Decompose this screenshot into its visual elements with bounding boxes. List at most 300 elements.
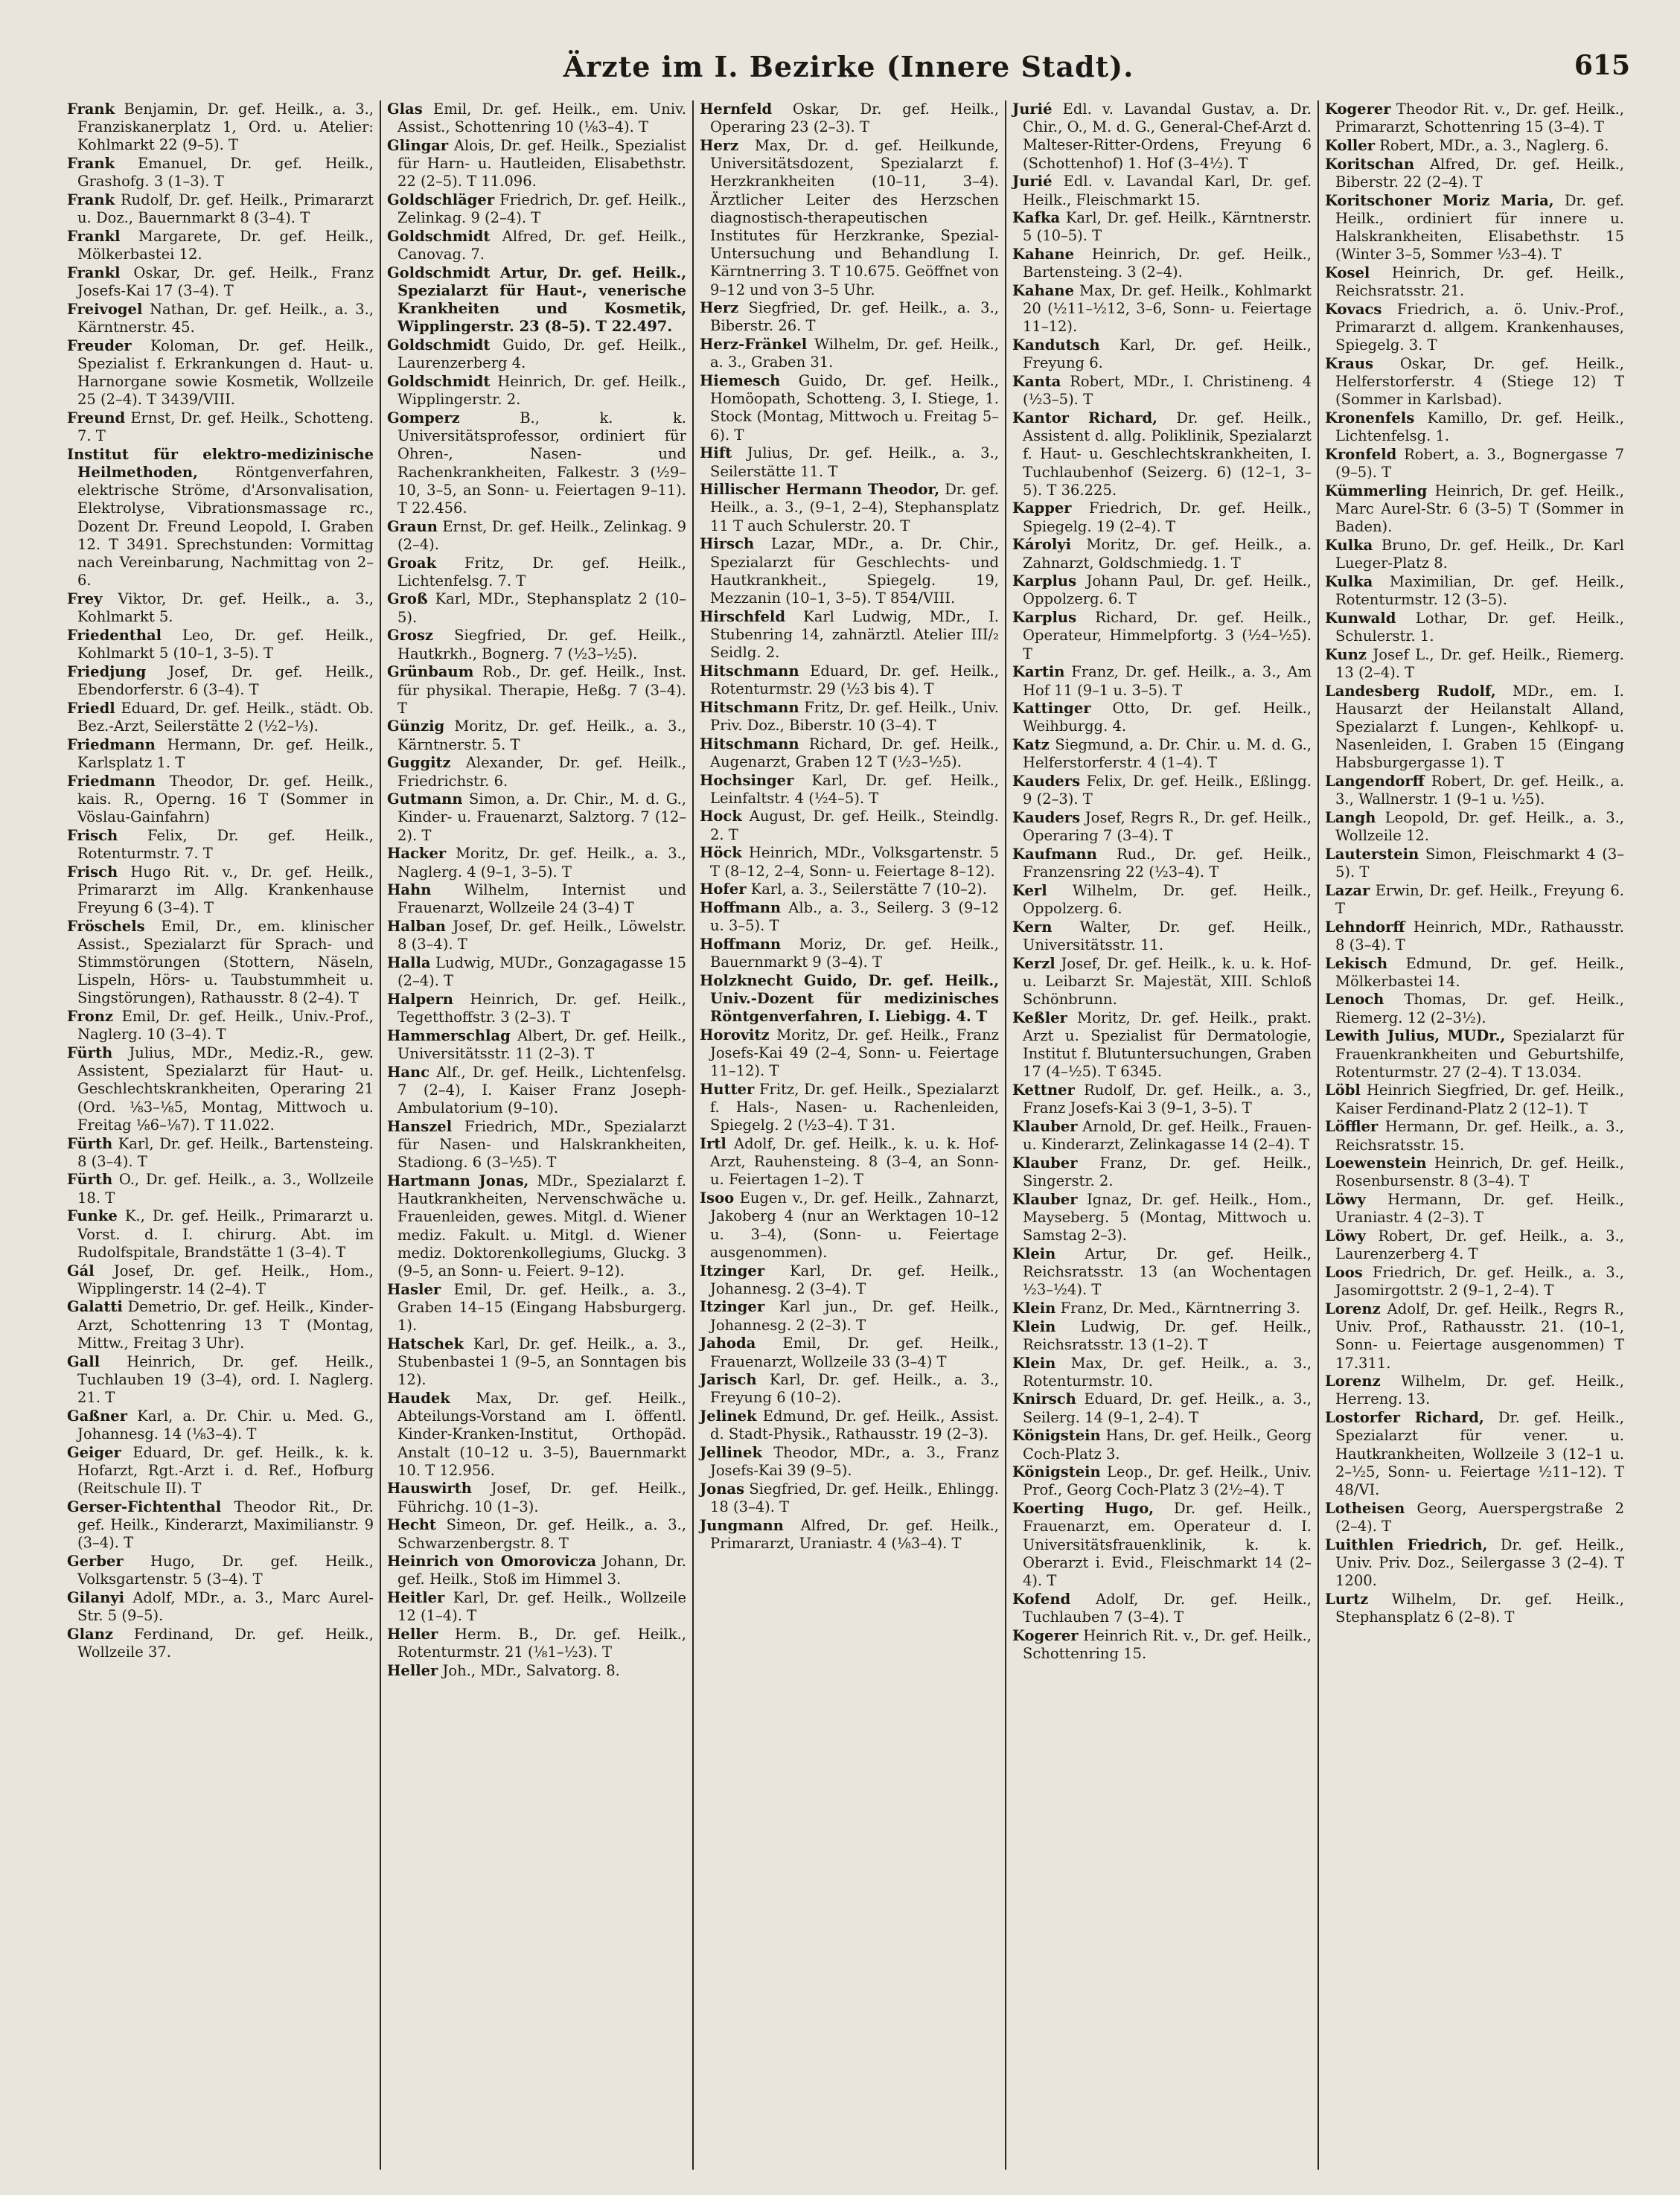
entry-details: Rudolf, Dr. gef. Heilk., a. 3., Franz Josefs-Kai 3 (9–1, 3–5). T [1023, 1081, 1312, 1117]
entry-name: Kraus [1325, 354, 1374, 372]
entry-details: Eugen v., Dr. gef. Heilk., Zahnarzt, Jakoberg 4 (nur an Werktagen 10–12 u. 3–4), (Sonn- u. Feiertage ausgenommen). [710, 1189, 999, 1261]
entry-details: Alois, Dr. gef. Heilk., Spezialist für Harn- u. Hautleiden, Elisabethstr. 22 (2–5). T 11.096. [397, 136, 686, 191]
entry-name: Frank [67, 100, 115, 118]
entry-name: Klauber [1012, 1154, 1078, 1172]
entry-details: MDr., em. I. Hausarzt der Heilanstalt Alland, Spezialarzt f. Lungen-, Kehlkopf- u. Nasenleiden, I. Graben 15 (Eingang Habsburgergasse 1). T [1335, 682, 1624, 772]
entry-details: Josef, Dr. gef. Heilk., k. u. k. Hof- u. Leibarzt Sr. Majestät, XIII. Schloß Schönbrunn. [1023, 954, 1312, 1008]
entry-name: Hirsch [700, 535, 755, 553]
entry-name: Heitler [387, 1589, 445, 1607]
directory-entry [387, 555, 686, 590]
entry-name: Heller [387, 1626, 438, 1643]
directory-entry [1325, 1409, 1624, 1499]
directory-entry [67, 1444, 374, 1498]
directory-entry [1325, 409, 1624, 445]
entry-name: Gerser-Fichtenthal [67, 1498, 222, 1515]
entry-details: Eduard, Dr. gef. Heilk., Rotenturmstr. 29 (½3 bis 4). T [710, 662, 999, 697]
entry-details: Alf., Dr. gef. Heilk., Lichtenfelsg. 7 (2–4), I. Kaiser Franz Joseph-Ambulatorium (9–10). [397, 1063, 686, 1117]
entry-name: Friedl [67, 699, 115, 717]
entry-details: Hugo Rit. v., Dr. gef. Heilk., Primararzt im Allg. Krankenhause Freyung 6 (3–4). T [77, 863, 374, 916]
entry-details: Karl, Dr. gef. Heilk., Freyung 6. [1023, 336, 1312, 372]
entry-details: Heinrich, MDr., Volksgartenstr. 5 T (8–12, 2–4, Sonn- u. Feiertage 8–12). [710, 844, 1000, 880]
entry-details: Karl, Dr. gef. Heilk., Johannesg. 2 (3–4). T [710, 1262, 999, 1297]
entry-details: Joh., MDr., Salvatorg. 8. [442, 1661, 620, 1679]
directory-entry [1012, 809, 1312, 845]
entry-details: Heinrich, Dr. gef. Heilk., Tuchlauben 19 (3–4), ord. I. Naglerg. 21. T [77, 1352, 374, 1406]
directory-entry [700, 936, 999, 971]
directory-entry [700, 137, 999, 299]
entry-name: Goldschmidt Artur, Dr. gef. Heilk., Spezialarzt für Haut-, venerische Krankheiten und Kosmetik, Wipplingerstr. 23 (8–5). T 22.497. [387, 263, 686, 336]
entry-name: Gerber [67, 1552, 124, 1570]
directory-entry [67, 1207, 374, 1262]
entry-name: Halla [387, 954, 431, 972]
entry-details: Alb., a. 3., Seilerg. 3 (9–12 u. 3–5). T [710, 898, 999, 935]
directory-entry [1012, 1191, 1312, 1245]
entry-name: Frisch [67, 863, 118, 881]
entry-details: Koloman, Dr. gef. Heilk., Spezialist f. Erkrankungen d. Haut- u. Harnorgane sowie Kosmetik, Wollzeile 25 (2–4). T 3439/VIII. [77, 336, 374, 409]
directory-entry [1325, 646, 1624, 682]
entry-name: Hitschmann [700, 698, 799, 716]
entry-details: Edmund, Dr. gef. Heilk., Mölkerbastei 14. [1335, 954, 1624, 990]
directory-entry [387, 137, 686, 191]
entry-details: Lothar, Dr. gef. Heilk., Schulerstr. 1. [1335, 609, 1625, 645]
entry-details: O., Dr. gef. Heilk., a. 3., Wollzeile 18. T [77, 1171, 374, 1207]
directory-entry [1012, 572, 1312, 608]
entry-details: Oskar, Dr. gef. Heilk., Helferstorferstr. 4 (Stiege 12) T (Sommer in Karlsbad). [1335, 354, 1624, 409]
directory-entry [1012, 409, 1312, 499]
entry-name: Gaßner [67, 1407, 127, 1425]
entry-details: Kamillo, Dr. gef. Heilk., Lichtenfelsg. 1. [1335, 409, 1624, 445]
directory-entry [387, 954, 686, 990]
entry-details: Moritz, Dr. gef. Heilk., prakt. Arzt u. Spezialist für Dermatologie, Institut f. Blutuntersuchungen, Graben 17 (4–½5). T 6345. [1023, 1009, 1312, 1081]
entry-details: Siegmund, a. Dr. Chir. u. M. d. G., Helferstorferstr. 4 (1–4). T [1023, 736, 1312, 772]
entry-name: Frey [67, 590, 103, 607]
directory-entry [67, 446, 374, 590]
entry-details: Spezialarzt für Frauenkrankheiten und Geburtshilfe, Rotenturmstr. 27 (2–4). T 13.034. [1335, 1027, 1624, 1081]
entry-details: Friedrich, a. ö. Univ.-Prof., Primararzt d. allgem. Krankenhauses, Spiegelg. 3. T [1335, 300, 1624, 354]
directory-entry [1325, 301, 1624, 355]
directory-entry [1012, 1300, 1312, 1317]
entry-name: Langh [1325, 808, 1376, 826]
directory-entry [67, 1298, 374, 1352]
entry-name: Hutter [700, 1080, 755, 1098]
entry-name: Friedmann [67, 735, 156, 753]
directory-entry [1012, 609, 1312, 663]
directory-entry [387, 627, 686, 662]
directory-entry [1325, 1191, 1624, 1227]
directory-entry [700, 772, 999, 808]
entry-details: Karl, Dr. gef. Heilk., a. 3., Stubenbastei 1 (9–5, an Sonntagen bis 12). [397, 1335, 686, 1389]
directory-entry [67, 155, 374, 191]
directory-entry [1325, 192, 1624, 264]
entry-details: Friedrich, Dr. gef. Heilk., Zelinkag. 9 (2–4). T [397, 191, 686, 227]
entry-details: Ignaz, Dr. gef. Heilk., Hom., Mayseberg. 5 (Montag, Mittwoch u. Samstag 2–3). [1023, 1190, 1312, 1245]
directory-entry [1012, 209, 1312, 245]
entry-name: Lorenz [1325, 1300, 1381, 1317]
entry-details: Simon, Fleischmarkt 4 (3–5). T [1335, 845, 1624, 881]
entry-details: Siegfried, Dr. gef. Heilk., Ehlingg. 18 (3–4). T [710, 1480, 999, 1516]
entry-name: Jurié [1012, 173, 1053, 191]
directory-entry [1325, 1264, 1624, 1300]
entry-details: Heinrich, Dr. gef. Heilk., Rosenbursenstr. 8 (3–4). T [1335, 1154, 1624, 1190]
entry-name: Frank [67, 191, 115, 209]
entry-details: Fritz, Dr. gef. Heilk., Univ. Priv. Doz., Biberstr. 10 (3–4). T [710, 698, 999, 734]
entry-details: Ludwig, MUDr., Gonzagagasse 15 (2–4). T [397, 954, 686, 990]
entry-details: Wilhelm, Dr. gef. Heilk., Oppolzerg. 6. [1023, 881, 1312, 917]
entry-name: Hasler [387, 1280, 441, 1298]
entry-details: Franz, Dr. gef. Heilk., Singerstr. 2. [1023, 1154, 1312, 1189]
directory-entry [1325, 100, 1624, 136]
entry-details: Ludwig, Dr. gef. Heilk., Reichsratsstr. 13 (1–2). T [1023, 1317, 1312, 1353]
entry-name: Kauders [1012, 773, 1081, 790]
directory-entry [700, 1081, 999, 1135]
entry-details: Hermann, Dr. gef. Heilk., Karlsplatz 1. T [77, 735, 374, 771]
directory-entry [700, 1262, 999, 1298]
entry-name: Horovitz [700, 1026, 770, 1044]
directory-entry [1012, 1355, 1312, 1390]
entry-details: Theodor Rit. v., Dr. gef. Heilk., Primararzt, Schottenring 15 (3–4). T [1335, 100, 1624, 136]
directory-entry [1325, 355, 1624, 409]
directory-entry [67, 100, 374, 155]
entry-name: Glas [387, 100, 423, 118]
entry-name: Löwy [1325, 1191, 1366, 1209]
entry-name: Klein [1012, 1317, 1056, 1335]
directory-entry [387, 1626, 686, 1661]
entry-name: Jarisch [700, 1371, 757, 1389]
directory-entry [1325, 156, 1624, 191]
entry-name: Glingar [387, 136, 449, 154]
entry-details: Theodor, MDr., a. 3., Franz Josefs-Kai 39 (9–5). [710, 1444, 999, 1480]
directory-entry [700, 608, 999, 662]
directory-entry [1012, 1118, 1312, 1154]
entry-details: Eduard, Dr. gef. Heilk., k. k. Hofarzt, Rgt.-Arzt i. d. Ref., Hofburg (Reitschule II). T [77, 1443, 374, 1497]
directory-entry [700, 535, 999, 607]
directory-entry [1325, 610, 1624, 645]
directory-entry [67, 1408, 374, 1443]
entry-details: Friedrich, Dr. gef. Heilk., a. 3., Jasomirgottstr. 2 (9–1, 2–4). T [1335, 1264, 1624, 1300]
directory-entry [1325, 446, 1624, 482]
entry-details: Margarete, Dr. gef. Heilk., Mölkerbastei 12. [77, 227, 374, 263]
entry-name: Heinrich von Omorovicza [387, 1553, 596, 1571]
page-header [67, 41, 1630, 100]
directory-entry [1325, 573, 1624, 609]
entry-name: Hitschmann [700, 735, 799, 753]
entry-name: Hitschmann [700, 662, 799, 680]
entry-details: August, Dr. gef. Heilk., Steindlg. 2. T [710, 808, 999, 843]
entry-name: Löwy [1325, 1227, 1366, 1245]
entry-details: Josef, Dr. gef. Heilk., Führichg. 10 (1–3). [397, 1480, 686, 1515]
entry-name: Funke [67, 1207, 118, 1225]
entry-details: Rob., Dr. gef. Heilk., Inst. für physikal. Therapie, Heßg. 7 (3–4). T [397, 663, 686, 717]
entry-details: Robert, a. 3., Bognergasse 7 (9–5). T [1335, 445, 1624, 482]
entry-details: Arnold, Dr. gef. Heilk., Frauen- u. Kinderarzt, Zelinkagasse 14 (2–4). T [1023, 1117, 1312, 1154]
entry-name: Kogerer [1325, 100, 1391, 118]
entry-details: Adolf, Dr. gef. Heilk., Regrs R., Univ. Prof., Rathausstr. 21. (10–1, Sonn- u. Feiertage ausgenommen) T 17.311. [1335, 1300, 1624, 1372]
entry-details: Wilhelm, Dr. gef. Heilk., a. 3., Graben 31. [710, 336, 999, 371]
entry-name: Institut für elektro-medizinische Heilmethoden, [67, 445, 374, 482]
entry-details: Heinrich, MDr., Rathausstr. 8 (3–4). T [1335, 918, 1625, 953]
entry-details: Ernst, Dr. gef. Heilk., Schotteng. 7. T [77, 409, 374, 445]
entry-details: Bruno, Dr. gef. Heilk., Dr. Karl Lueger-Platz 8. [1335, 536, 1624, 572]
entry-details: Siegfried, Dr. gef. Heilk., Hautkrkh., Bognerg. 7 (½3–½5). [397, 627, 687, 662]
entry-details: Georg, Auerspergstraße 2 (2–4). T [1335, 1499, 1625, 1535]
entry-name: Gilanyi [67, 1588, 125, 1606]
directory-entry [1325, 1536, 1624, 1591]
entry-name: Grünbaum [387, 663, 474, 681]
entry-name: Gál [67, 1262, 95, 1279]
directory-entry [67, 191, 374, 227]
directory-entry [67, 1589, 374, 1625]
entry-name: Halban [387, 918, 446, 936]
entry-name: Itzinger [700, 1262, 765, 1279]
entry-name: Kaufmann [1012, 845, 1097, 863]
entry-name: Frank [67, 155, 115, 173]
directory-entry [700, 1517, 999, 1553]
entry-details: Hermann, Dr. gef. Heilk., Uraniastr. 4 (2–3). T [1335, 1191, 1624, 1227]
entry-details: Maximilian, Dr. gef. Heilk., Rotenturmstr. 12 (3–5). [1335, 572, 1624, 608]
entry-name: Kapper [1012, 499, 1072, 517]
entry-name: Gall [67, 1352, 100, 1370]
entry-name: Irtl [700, 1135, 726, 1153]
entry-details: Franz, Dr. Med., Kärntnerring 3. [1060, 1299, 1300, 1317]
directory-entry [1012, 282, 1312, 336]
directory-entry [67, 590, 374, 626]
directory-entry [387, 718, 686, 753]
directory-entry [700, 1408, 999, 1443]
directory-entry [1325, 991, 1624, 1026]
entry-name: Fürth [67, 1171, 113, 1189]
entry-details: Robert, MDr., I. Christineng. 4 (½3–5). T [1023, 373, 1312, 409]
entry-name: Kulka [1325, 572, 1373, 590]
directory-entry [700, 481, 999, 535]
entry-details: Emanuel, Dr. gef. Heilk., Grashofg. 3 (1–3). T [77, 155, 374, 191]
entry-name: Löffler [1325, 1118, 1379, 1136]
entry-details: Robert, Dr. gef. Heilk., a. 3., Wallnerstr. 1 (9–1 u. ½5). [1335, 773, 1625, 808]
entry-name: Klein [1012, 1299, 1056, 1317]
entry-name: Klein [1012, 1245, 1056, 1262]
directory-entry [1325, 846, 1624, 881]
directory-entry [1012, 1009, 1312, 1081]
entry-name: Goldschläger [387, 191, 495, 209]
entry-details: Karl, a. Dr. Chir. u. Med. G., Johannesg. 14 (⅛3–4). T [77, 1407, 374, 1442]
entry-details: Erwin, Dr. gef. Heilk., Freyung 6. T [1335, 881, 1624, 917]
entry-name: Gomperz [387, 409, 460, 426]
directory-entry [387, 1589, 686, 1625]
directory-entry [67, 627, 374, 662]
entry-details: Ernst, Dr. gef. Heilk., Zelinkag. 9 (2–4). [397, 517, 686, 553]
entry-name: Kartin [1012, 663, 1065, 681]
directory-entry [1012, 918, 1312, 954]
entry-details: Adolf, Dr. gef. Heilk., k. u. k. Hof-Arzt, Rauhensteing. 8 (3–4, an Sonn- u. Feiertagen 1–2). T [710, 1135, 999, 1189]
directory-entry [387, 1027, 686, 1063]
entry-name: Kümmerling [1325, 482, 1428, 499]
entry-name: Königstein [1012, 1427, 1101, 1445]
entry-name: Kauders [1012, 808, 1081, 826]
entry-details: Leop., Dr. gef. Heilk., Univ. Prof., Georg Coch-Platz 3 (2½–4). T [1023, 1463, 1312, 1499]
directory-entry [387, 1335, 686, 1390]
entry-details: Viktor, Dr. gef. Heilk., a. 3., Kohlmarkt 5. [77, 590, 374, 626]
entry-details: Johann, Dr. gef. Heilk., Stoß im Himmel 3. [397, 1553, 686, 1588]
entry-details: Josef L., Dr. gef. Heilk., Riemerg. 13 (2–4). T [1335, 645, 1624, 681]
directory-entry [700, 699, 999, 735]
directory-entry [1012, 373, 1312, 409]
entry-details: Moritz, Dr. gef. Heilk., a. Zahnarzt, Goldschmiedg. 1. T [1023, 536, 1312, 572]
entry-details: Alfred, Dr. gef. Heilk., Biberstr. 22 (2–4). T [1335, 155, 1624, 191]
entry-name: Klauber [1012, 1190, 1078, 1208]
directory-entry [387, 1118, 686, 1172]
directory-entry [700, 1189, 999, 1262]
entry-name: Kafka [1012, 209, 1061, 227]
entry-name: Kosel [1325, 263, 1370, 281]
directory-entry [1012, 1154, 1312, 1190]
entry-name: Herz-Fränkel [700, 336, 808, 354]
entry-name: Hanc [387, 1063, 430, 1081]
directory-entry [1012, 1245, 1312, 1300]
entry-name: Kofend [1012, 1590, 1071, 1608]
entry-details: Robert, MDr., a. 3., Naglerg. 6. [1379, 136, 1609, 154]
entry-details: Herm. B., Dr. gef. Heilk., Rotenturmstr. 21 (⅛1–½3). T [397, 1626, 686, 1661]
entry-name: Kanta [1012, 373, 1061, 391]
entry-details: Rud., Dr. gef. Heilk., Franzensring 22 (½3–4). T [1023, 845, 1312, 881]
entry-name: Klein [1012, 1354, 1056, 1372]
directory-entry [387, 918, 686, 953]
entry-name: Gutmann [387, 790, 463, 808]
directory-entry [1012, 336, 1312, 372]
directory-entry [700, 1371, 999, 1407]
entry-details: Karl jun., Dr. gef. Heilk., Johannesg. 2 (2–3). T [710, 1298, 999, 1334]
entry-name: Hernfeld [700, 100, 773, 118]
directory-entry [1012, 955, 1312, 1009]
entry-name: Guggitz [387, 754, 451, 772]
directory-entry [67, 1498, 374, 1553]
entry-details: Heinrich Siegfried, Dr. gef. Heilk., Kaiser Ferdinand-Platz 2 (12–1). T [1335, 1081, 1625, 1117]
directory-column-2 [380, 100, 692, 2170]
entry-details: Julius, MDr., Mediz.-R., gew. Assistent, Spezialarzt für Haut- u. Geschlechtskrankheiten, Operaring 21 (Ord. ⅛3–⅛5, Montag, Mittwoch u. Freitag ⅛6–⅛7). T 11.022. [77, 1044, 374, 1134]
directory-entry [67, 863, 374, 918]
entry-name: Freund [67, 409, 126, 426]
entry-details: Karl, Dr. gef. Heilk., Leinfaltstr. 4 (½4–5). T [710, 771, 999, 807]
entry-name: Jellinek [700, 1444, 762, 1462]
entry-details: Benjamin, Dr. gef. Heilk., a. 3., Franziskanerplatz 1, Ord. u. Atelier: Kohlmarkt 22 (9–5). T [77, 100, 374, 154]
directory-entry [700, 1335, 999, 1370]
entry-name: Löbl [1325, 1081, 1361, 1099]
directory-entry [1325, 683, 1624, 773]
entry-details: Albert, Dr. gef. Heilk., Universitätsstr. 11 (2–3). T [397, 1026, 687, 1063]
entry-details: Heinrich Rit. v., Dr. gef. Heilk., Schottenring 15. [1023, 1626, 1312, 1662]
entry-name: Keßler [1012, 1009, 1067, 1026]
entry-details: Alfred, Dr. gef. Heilk., Canovag. 7. [397, 227, 686, 263]
entry-details: Karl, Dr. gef. Heilk., Bartensteing. 8 (3–4). T [77, 1134, 374, 1170]
directory-entry [700, 899, 999, 935]
directory-entry [67, 918, 374, 1008]
entry-name: Galatti [67, 1298, 123, 1316]
entry-details: Alexander, Dr. gef. Heilk., Friedrichstr. 6. [397, 754, 686, 790]
entry-name: Groß [387, 590, 428, 608]
entry-details: Rudolf, Dr. gef. Heilk., Primararzt u. Doz., Bauernmarkt 8 (3–4). T [77, 191, 374, 227]
directory-entry [67, 337, 374, 409]
entry-name: Kronfeld [1325, 445, 1397, 463]
entry-name: Kattinger [1012, 700, 1091, 718]
directory-entry [387, 264, 686, 336]
entry-name: Koller [1325, 136, 1376, 154]
entry-details: Heinrich, Dr. gef. Heilk., Reichsratsstr. 21. [1335, 263, 1624, 300]
entry-name: Landesberg Rudolf, [1325, 682, 1496, 700]
directory-entry [67, 1262, 374, 1298]
directory-entry [67, 1008, 374, 1044]
directory-entry [700, 844, 999, 880]
entry-details: Karl, Dr. gef. Heilk., Kärntnerstr. 5 (10–5). T [1023, 209, 1312, 245]
entry-details: Nathan, Dr. gef. Heilk., a. 3., Kärntnerstr. 45. [77, 300, 374, 336]
entry-details: Heinrich, Dr. gef. Heilk., Tegetthoffstr. 3 (2–3). T [397, 990, 686, 1026]
entry-details: Moritz, Dr. gef. Heilk., Franz Josefs-Kai 49 (2–4, Sonn- u. Feiertage 11–12). T [710, 1026, 999, 1080]
entry-name: Heller [387, 1661, 438, 1679]
directory-column-1 [67, 100, 380, 2170]
directory-entry [387, 518, 686, 554]
directory-entry [387, 1516, 686, 1552]
entry-details: Friedrich, MDr., Spezialarzt für Nasen- und Halskrankheiten, Stadiong. 6 (3–½5). T [397, 1117, 687, 1172]
entry-name: Katz [1012, 736, 1050, 754]
directory-entry [1325, 137, 1624, 155]
directory-entry [387, 1390, 686, 1480]
entry-name: Frisch [67, 826, 118, 844]
entry-name: Jurié [1012, 100, 1053, 118]
directory-entry [1012, 700, 1312, 735]
entry-name: Goldschmidt [387, 227, 491, 245]
entry-details: Felix, Dr. gef. Heilk., Rotenturmstr. 7. T [77, 826, 374, 862]
entry-details: Emil, Dr. gef. Heilk., Frauenarzt, Wollzeile 33 (3–4) T [710, 1335, 999, 1370]
directory-entry [1325, 1118, 1624, 1154]
entry-details: Adolf, Dr. gef. Heilk., Tuchlauben 7 (3–4). T [1023, 1590, 1312, 1626]
entry-details: Moritz, Dr. gef. Heilk., a. 3., Naglerg. 4 (9–1, 3–5). T [397, 845, 686, 881]
entry-details: Emil, Dr., em. klinischer Assist., Spezialarzt für Sprach- und Stimmstörungen (Stottern, Näseln, Lispeln, Hörs- u. Taubstummheit u. Singstörungen), Rathausstr. 8 (2–4). T [77, 917, 374, 1007]
directory-entry [67, 409, 374, 445]
entry-name: Kern [1012, 918, 1053, 936]
directory-entry [67, 700, 374, 735]
entry-details: Heinrich, Dr. gef. Heilk., Marc Aurel-Str. 6 (3–5) T (Sommer in Baden). [1335, 482, 1624, 536]
directory-entry [1012, 1427, 1312, 1463]
entry-name: Hauswirth [387, 1480, 472, 1498]
directory-entry [700, 1026, 999, 1081]
entry-name: Hillischer Hermann Theodor, [700, 481, 940, 499]
entry-name: Günzig [387, 718, 445, 735]
entry-name: Luithlen Friedrich, [1325, 1536, 1488, 1553]
directory-entry [387, 1553, 686, 1588]
entry-details: Franz, Dr. gef. Heilk., a. 3., Am Hof 11 (9–1 u. 3–5). T [1023, 663, 1312, 699]
entry-name: Herz [700, 299, 739, 317]
entry-name: Kovacs [1325, 300, 1382, 318]
entry-details: Josef, Regrs R., Dr. gef. Heilk., Operaring 7 (3–4). T [1023, 808, 1312, 845]
directory-entry [387, 1281, 686, 1335]
directory-entry [1325, 1081, 1624, 1117]
entry-name: Grosz [387, 627, 433, 645]
entry-details: Hermann, Dr. gef. Heilk., a. 3., Reichsratsstr. 15. [1335, 1118, 1624, 1154]
entry-name: Freivogel [67, 300, 143, 318]
entry-details: Karl, Dr. gef. Heilk., a. 3., Freyung 6 (10–2). [710, 1371, 999, 1407]
page-title: Ärzte im I. Bezirke (Innere Stadt). [563, 50, 1134, 83]
entry-details: Otto, Dr. gef. Heilk., Weihburgg. 4. [1023, 700, 1312, 735]
entry-details: MDr., Spezialarzt f. Hautkrankheiten, Nervenschwäche u. Frauenleiden, gewes. Mitgl. d. Wiener mediz. Fakult. u. Mitgl. d. Wiener mediz. Doktorenkollegiums, Gluckg. 3 (9–5, an Sonn- u. Feiert. 9–12). [397, 1172, 686, 1279]
directory-entry [67, 1044, 374, 1134]
entry-details: Dr. gef. Heilk., Univ. Priv. Doz., Seilergasse 3 (2–4). T 1200. [1335, 1536, 1624, 1589]
entry-name: Fürth [67, 1044, 113, 1062]
directory-entry [1012, 1591, 1312, 1626]
entry-details: Josef, Dr. gef. Heilk., Hom., Wipplingerstr. 14 (2–4). T [77, 1262, 374, 1297]
directory-entry [67, 1553, 374, 1588]
directory-entry [387, 845, 686, 881]
entry-details: Guido, Dr. gef. Heilk., Homöopath, Schotteng. 3, I. Stiege, 1. Stock (Montag, Mittwoch u. Freitag 5–6). T [710, 372, 999, 444]
entry-name: Groak [387, 554, 437, 572]
directory-entry [1325, 918, 1624, 954]
directory-entry [700, 444, 999, 480]
